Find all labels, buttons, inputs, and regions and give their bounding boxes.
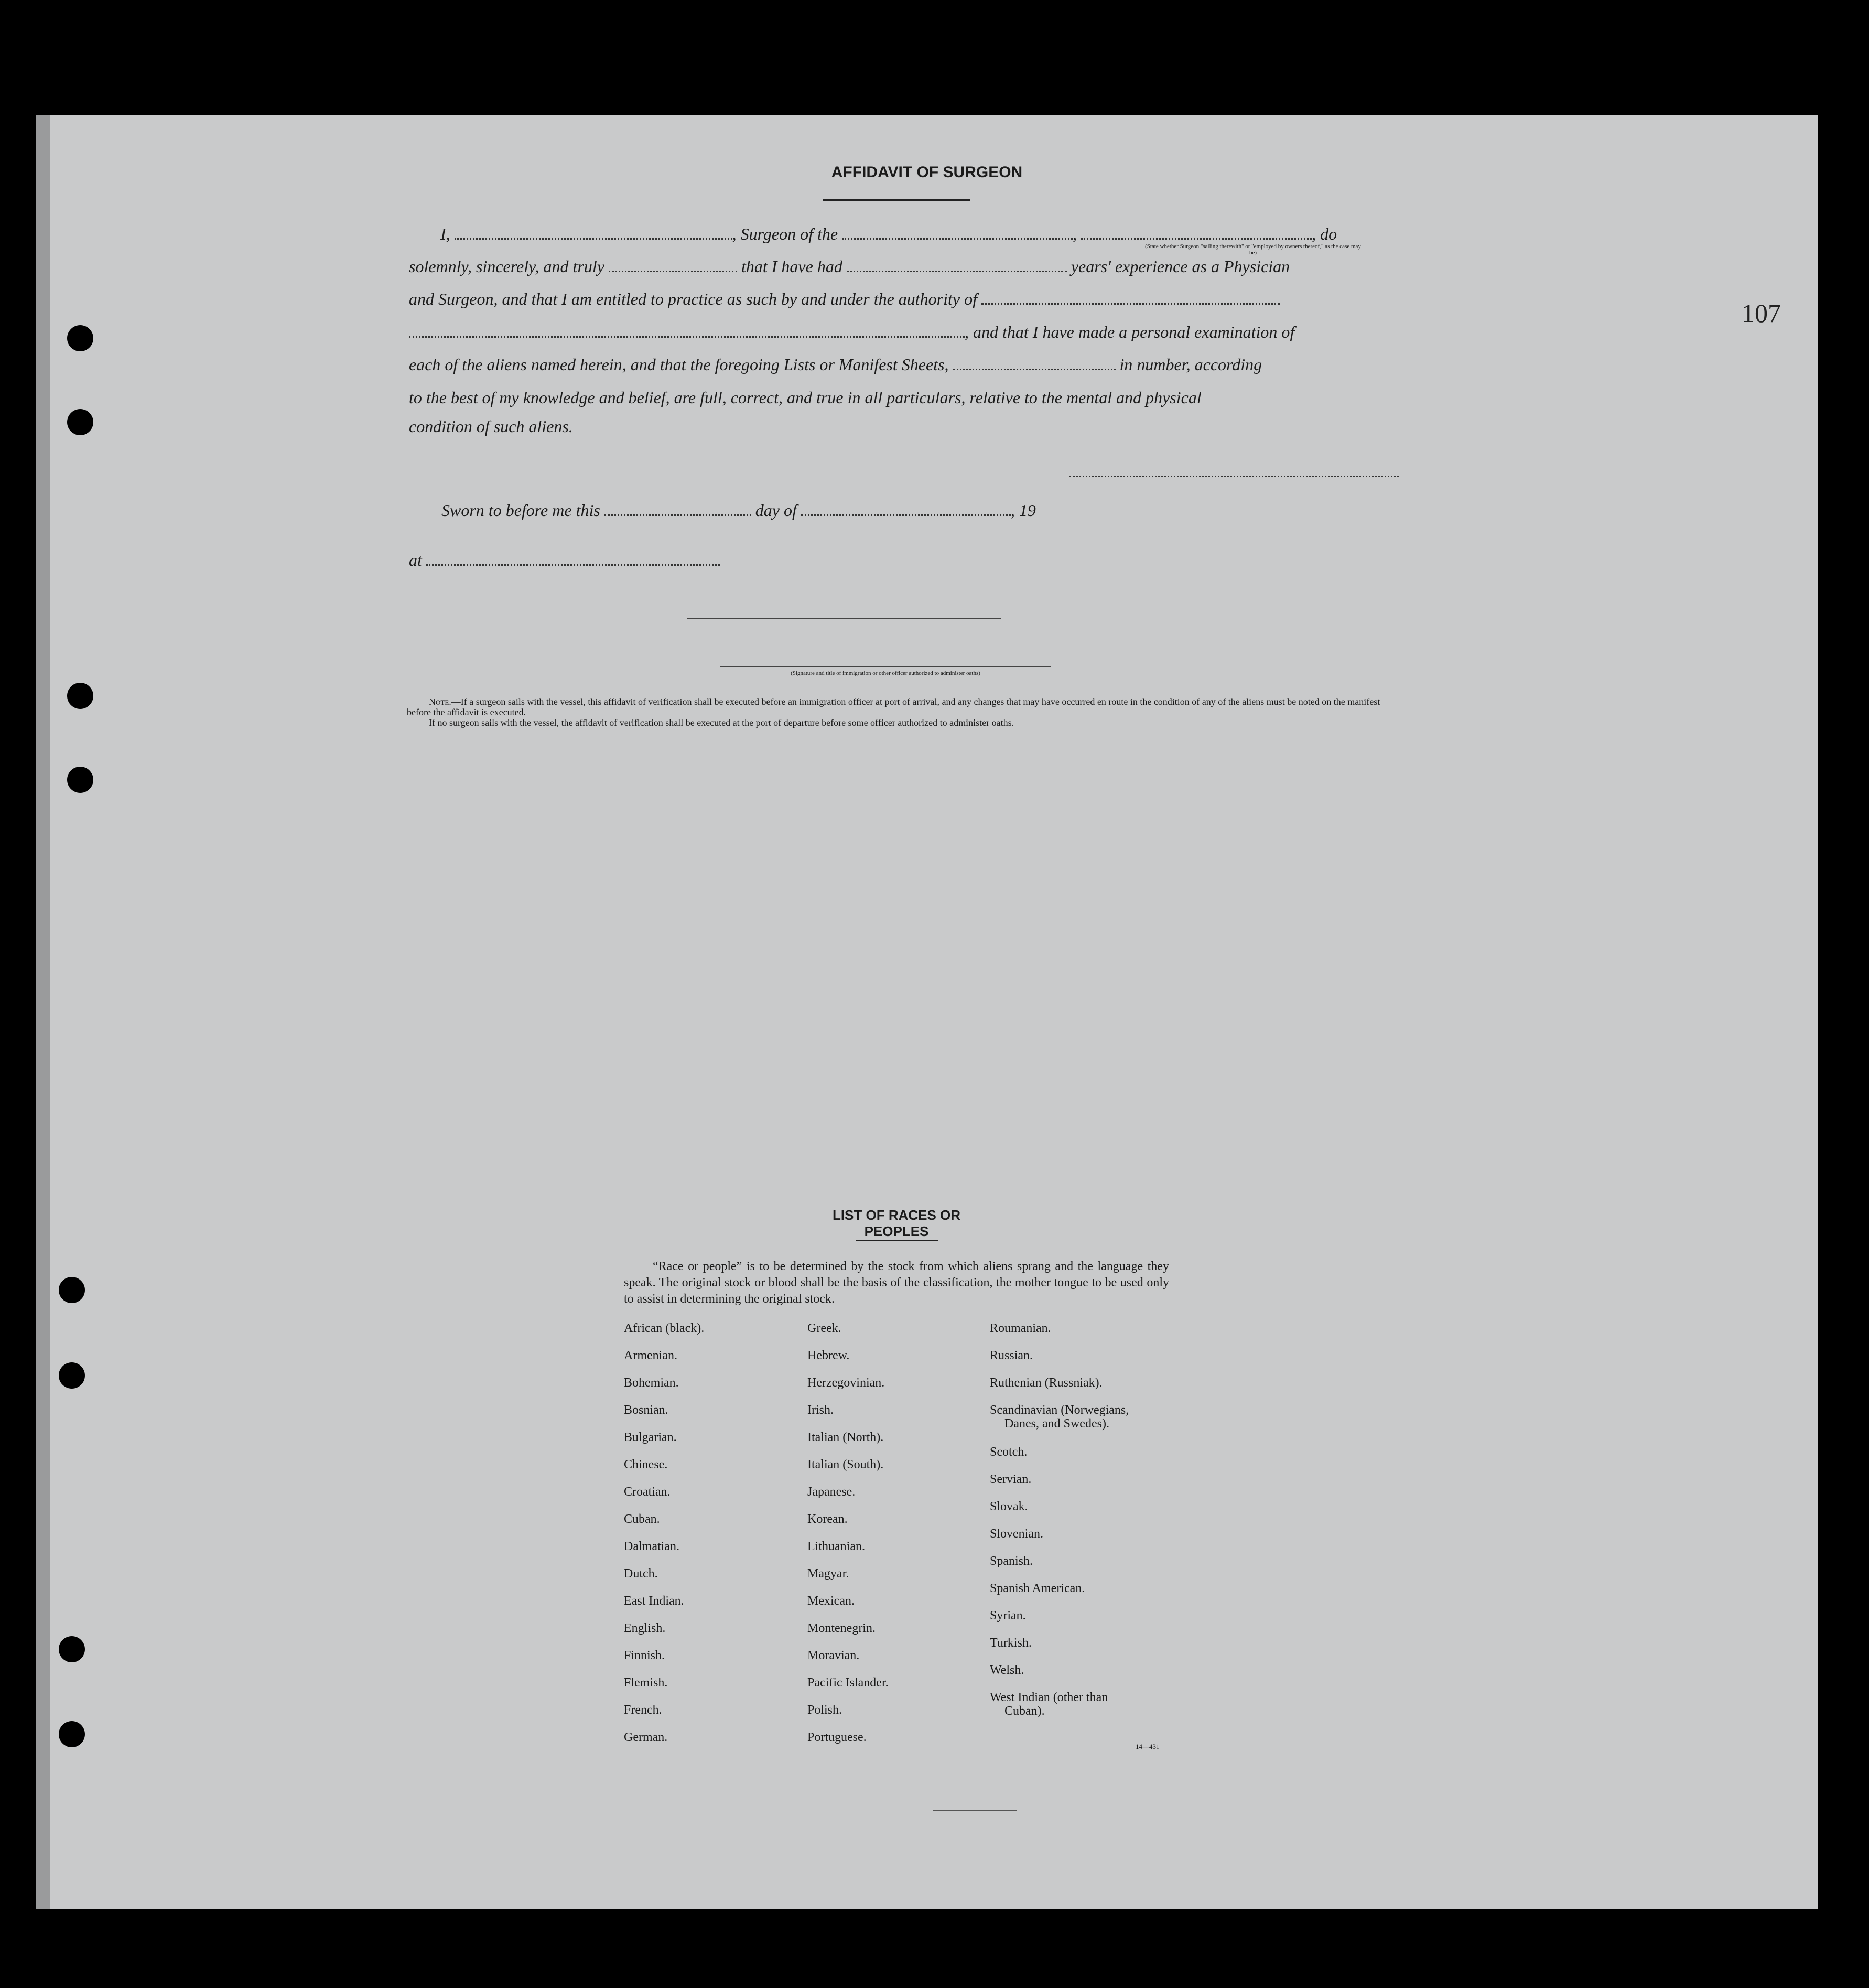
surgeon-status-note: (State whether Surgeon "sailing therewith" or "employed by owners thereof," as the case may be) [1145,243,1361,256]
race-item: Roumanian. [990,1321,1051,1335]
race-item: Danes, and Swedes). [1004,1417,1109,1431]
binder-hole [59,1636,85,1662]
race-item: Scandinavian (Norwegians, [990,1403,1129,1417]
affidavit-text: , and that I have made a personal examination of [965,323,1295,341]
affidavit-text: solemnly, sincerely, and truly [409,257,604,276]
race-item: Finnish. [624,1649,665,1662]
race-item: Spanish American. [990,1582,1085,1595]
race-item: Croatian. [624,1485,671,1499]
binder-hole [59,1362,85,1389]
race-item: Portuguese. [807,1731,867,1744]
binder-hole [67,767,93,793]
race-item: French. [624,1703,662,1717]
affidavit-text: Sworn to before me this [441,501,600,520]
binder-hole [59,1721,85,1747]
affidavit-text: and Surgeon, and that I am entitled to practice as such by and under the authority of [409,289,977,308]
form-code: 14—431 [1136,1743,1160,1750]
bottom-mark [933,1810,1017,1811]
race-item: Flemish. [624,1676,668,1690]
race-item: Korean. [807,1512,848,1526]
race-item: Greek. [807,1321,841,1335]
race-item: Scotch. [990,1445,1028,1459]
sheets-blank [953,357,1116,370]
affidavit-title: AFFIDAVIT OF SURGEON [831,164,1023,181]
month-blank [801,503,1011,516]
affidavit-text: in number, according [1119,355,1262,374]
oath-blank [609,259,737,272]
signature-caption: (Signature and title of immigration or other officer authorized to administer oaths) [791,670,980,676]
officer-signature-line [720,666,1051,667]
race-item: Bohemian. [624,1376,679,1390]
binder-hole [67,325,93,351]
race-item: Montenegrin. [807,1621,876,1635]
race-item: East Indian. [624,1594,684,1608]
race-item: Hebrew. [807,1349,850,1362]
race-item: Bosnian. [624,1403,668,1417]
affidavit-text: , Surgeon of the [732,224,838,243]
race-item: Lithuanian. [807,1540,865,1553]
affidavit-text: , 19 [1010,501,1036,520]
binder-hole [59,1277,85,1303]
race-item: Ruthenian (Russniak). [990,1376,1103,1390]
race-item: African (black). [624,1321,705,1335]
race-item: Mexican. [807,1594,855,1608]
races-title: LIST OF RACES OR PEOPLES [832,1207,961,1239]
race-item: Moravian. [807,1649,860,1662]
race-item: Bulgarian. [624,1431,677,1444]
race-item: Slovak. [990,1500,1028,1513]
race-item: Turkish. [990,1636,1032,1650]
race-item: Pacific Islander. [807,1676,889,1690]
note-label: Note. [429,696,451,707]
binder-hole [67,409,93,435]
race-item: Herzegovinian. [807,1376,885,1390]
race-item: Irish. [807,1403,834,1417]
authority-blank [981,292,1280,305]
document-sheet [36,115,1818,1909]
name-blank [455,227,732,240]
note-text: If no surgeon sails with the vessel, the affidavit of verification shall be executed at the port of departure before some officer authorized to administer oaths. [429,717,1014,728]
affidavit-text: at [409,551,422,569]
place-blank [426,553,720,566]
vessel-blank [842,227,1073,240]
race-item: Cuban). [1004,1704,1045,1718]
race-item: Russian. [990,1349,1033,1362]
authority-blank-2 [409,325,965,338]
affidavit-text: to the best of my knowledge and belief, are full, correct, and true in all particulars, relative to the mental and physical [409,388,1202,407]
race-item: German. [624,1731,668,1744]
race-item: Cuban. [624,1512,660,1526]
races-intro: “Race or people” is to be determined by the stock from which aliens sprang and the language they speak. The original stock or blood shall be the basis of the classification, the mother tongue to be used only to assist in determining the original stock. [624,1260,1169,1306]
race-item: Chinese. [624,1458,668,1471]
race-item: English. [624,1621,666,1635]
day-blank [604,503,751,516]
race-item: Dalmatian. [624,1540,679,1553]
race-item: Servian. [990,1473,1032,1486]
race-item: Dutch. [624,1567,658,1581]
page-number: 107 [1742,298,1781,328]
status-blank [1081,227,1312,240]
race-item: Polish. [807,1703,842,1717]
seal-line [687,618,1001,619]
affidavit-text: that I have had [741,257,842,276]
affidavit-text: , [1073,224,1077,243]
surgeon-signature-line [1069,464,1399,477]
race-item: Italian (South). [807,1458,884,1471]
affidavit-text: condition of such aliens. [409,417,573,436]
race-item: Spanish. [990,1554,1033,1568]
race-item: Japanese. [807,1485,856,1499]
affidavit-text: I, [440,224,450,243]
race-item: Magyar. [807,1567,849,1581]
affidavit-text: day of [755,501,797,520]
race-item: Slovenian. [990,1527,1043,1541]
affidavit-text: years' experience as a Physician [1071,257,1290,276]
race-item: Syrian. [990,1609,1026,1622]
years-blank [847,259,1067,272]
race-item: Welsh. [990,1663,1024,1677]
races-title-underline [856,1240,938,1241]
affidavit-note [407,696,1403,728]
race-item: West Indian (other than [990,1691,1108,1704]
affidavit-text: each of the aliens named herein, and that the foregoing Lists or Manifest Sheets, [409,355,949,374]
affidavit-text: , do [1312,224,1337,243]
race-item: Armenian. [624,1349,677,1362]
race-item: Italian (North). [807,1431,884,1444]
note-text: —If a surgeon sails with the vessel, this affidavit of verification shall be executed before an immigration officer at port of arrival, and any changes that may have occurred en route in the condition of any of the aliens must be noted on the manifest before the affidavit is executed. [407,696,1380,717]
binder-hole [67,683,93,709]
title-underline [823,199,970,201]
